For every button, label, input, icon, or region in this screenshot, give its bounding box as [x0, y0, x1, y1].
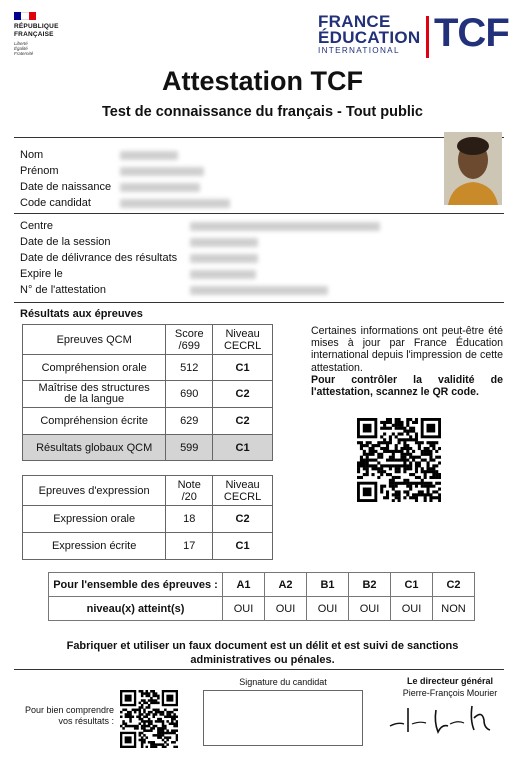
rf-motto-2: Égalité: [14, 46, 28, 51]
row-niveau: C2: [213, 381, 273, 408]
date-session-label: Date de la session: [20, 236, 111, 248]
level-c2-value: NON: [433, 597, 475, 621]
level-a1-value: OUI: [223, 597, 265, 621]
nom-value-redacted: [120, 151, 178, 160]
qcm-header-score: Score /699: [166, 325, 213, 355]
numero-label: N° de l'attestation: [20, 284, 106, 296]
centre-row: [20, 218, 177, 234]
expire-value-redacted: [190, 270, 256, 279]
prenom-row: [20, 163, 111, 179]
rf-motto-3: Fraternité: [14, 51, 34, 56]
session-block: [20, 218, 177, 298]
level-a1: A1: [223, 573, 265, 597]
french-flag-icon: [14, 12, 36, 20]
levels-value-row: [49, 597, 475, 621]
row-niveau: C2: [213, 408, 273, 435]
info-text: [311, 325, 503, 398]
fei-line2: ÉDUCATION: [318, 28, 421, 47]
qcm-header-row: [23, 325, 273, 355]
table-row: [23, 533, 273, 560]
naissance-label: Date de naissance: [20, 181, 112, 193]
date-delivrance-value-redacted: [190, 254, 258, 263]
level-a2-value: OUI: [265, 597, 307, 621]
code-row: [20, 195, 111, 211]
director-signature: [386, 702, 496, 741]
tcf-logo: TCF: [434, 11, 509, 55]
levels-row2-label: niveau(x) atteint(s): [49, 597, 223, 621]
row-label: Compréhension orale: [23, 355, 166, 381]
bien-line2: vos résultats :: [58, 716, 114, 726]
identity-block: [20, 147, 111, 211]
row-niveau: C1: [213, 355, 273, 381]
expression-header-niveau: Niveau CECRL: [213, 476, 273, 506]
levels-header-row: [49, 573, 475, 597]
row-label: Expression orale: [23, 506, 166, 533]
warning-line2: administratives ou pénales.: [190, 653, 335, 666]
expression-header-row: [23, 476, 273, 506]
fei-line3: INTERNATIONAL: [318, 46, 400, 55]
director-title: Le directeur général: [406, 676, 494, 686]
numero-row: [20, 282, 177, 298]
row-label: Maîtrise des structures de la langue: [23, 381, 166, 408]
row-niveau: C2: [213, 506, 273, 533]
row-label: Compréhension écrite: [23, 408, 166, 435]
row-niveau: C1: [213, 435, 273, 461]
expire-label: Expire le: [20, 268, 63, 280]
rf-motto-1: Liberté: [14, 41, 28, 46]
level-c2: C2: [433, 573, 475, 597]
director-name: Pierre-François Mourier: [402, 688, 498, 698]
fraud-warning: [0, 640, 525, 667]
expression-header-note: Note /20: [166, 476, 213, 506]
results-section-title: Résultats aux épreuves: [20, 308, 143, 320]
table-row: [23, 381, 273, 408]
divider: [14, 669, 504, 670]
bien-line1: Pour bien comprendre: [24, 705, 114, 715]
row-label: Résultats globaux QCM: [23, 435, 166, 461]
divider: [14, 213, 504, 214]
results-help-qr-code[interactable]: [120, 690, 178, 748]
qcm-results-table: [22, 324, 273, 461]
table-row-global: [23, 435, 273, 461]
row-note: 17: [166, 533, 213, 560]
date-delivrance-label: Date de délivrance des résultats: [20, 252, 178, 264]
naissance-value-redacted: [120, 183, 200, 192]
levels-row1-label: Pour l'ensemble des épreuves :: [49, 573, 223, 597]
info-normal-text: Certaines informations ont peut-être été mises à jour par France Éducation international depuis l'impression de cette attestation.: [311, 325, 503, 374]
level-c1: C1: [391, 573, 433, 597]
levels-table: [48, 572, 475, 621]
nom-row: [20, 147, 111, 163]
rf-name-line1: RÉPUBLIQUE: [14, 23, 59, 30]
france-education-international-logo: [318, 12, 421, 56]
page-subtitle: Test de connaissance du français - Tout public: [102, 104, 423, 120]
divider: [14, 137, 504, 138]
rf-name-line2: FRANÇAISE: [14, 30, 54, 38]
table-row: [23, 408, 273, 435]
info-bold-text: Pour contrôler la validité de l'attestation, scannez le QR code.: [311, 373, 503, 399]
nom-label: Nom: [20, 149, 44, 161]
republique-francaise-logo: [14, 12, 74, 56]
row-score: 629: [166, 408, 213, 435]
fei-line1: FRANCE: [318, 12, 391, 31]
expression-header-epreuves: Epreuves d'expression: [23, 476, 166, 506]
candidate-photo: [444, 132, 502, 205]
candidate-signature-box: [203, 690, 363, 746]
date-session-value-redacted: [190, 238, 258, 247]
date-delivrance-row: [20, 250, 177, 266]
prenom-label: Prénom: [20, 165, 59, 177]
qcm-header-niveau: Niveau CECRL: [213, 325, 273, 355]
level-b2: B2: [349, 573, 391, 597]
date-session-row: [20, 234, 177, 250]
table-row: [23, 506, 273, 533]
divider: [14, 302, 504, 303]
row-niveau: C1: [213, 533, 273, 560]
expression-results-table: [22, 475, 273, 560]
numero-value-redacted: [190, 286, 328, 295]
page-title: Attestation TCF: [162, 66, 363, 96]
logo-divider: [426, 16, 429, 58]
row-score: 512: [166, 355, 213, 381]
level-b2-value: OUI: [349, 597, 391, 621]
level-c1-value: OUI: [391, 597, 433, 621]
row-score: 599: [166, 435, 213, 461]
code-label: Code candidat: [20, 197, 91, 209]
expire-row: [20, 266, 177, 282]
centre-label: Centre: [20, 220, 54, 232]
row-label: Expression écrite: [23, 533, 166, 560]
table-row: [23, 355, 273, 381]
level-b1-value: OUI: [307, 597, 349, 621]
warning-line1: Fabriquer et utiliser un faux document est un délit et est suivi de sanctions: [66, 640, 459, 652]
qcm-header-epreuves: Epreuves QCM: [23, 325, 166, 355]
understand-results-label: [20, 705, 114, 727]
signature-label: Signature du candidat: [239, 677, 327, 687]
code-value-redacted: [120, 199, 230, 208]
naissance-row: [20, 179, 111, 195]
validity-qr-code[interactable]: [357, 418, 441, 502]
level-a2: A2: [265, 573, 307, 597]
centre-value-redacted: [190, 222, 380, 231]
prenom-value-redacted: [120, 167, 204, 176]
level-b1: B1: [307, 573, 349, 597]
row-score: 690: [166, 381, 213, 408]
row-note: 18: [166, 506, 213, 533]
